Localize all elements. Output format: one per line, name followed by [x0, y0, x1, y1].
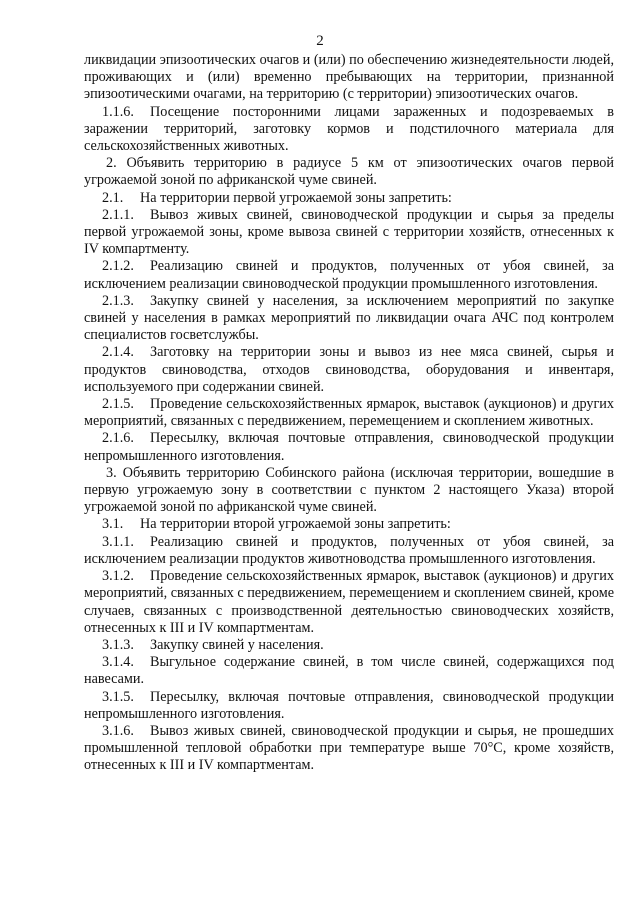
clause-text: Посещение посторонними лицами зараженных и подозреваемых в заражении территорий, заготовку кормов и подстилочного материала для сельскохозяйственных животных.: [84, 103, 614, 155]
clause-2-1-5: [84, 396, 614, 430]
clause-number: 2.1.1.: [102, 206, 134, 223]
clause-number: 3.1.4.: [102, 654, 134, 671]
clause-2-1-4: [84, 344, 614, 396]
clause-number: 2.1.6.: [102, 430, 134, 447]
clause-number: 3.1.6.: [102, 722, 134, 739]
clause-number: 2.1.3.: [102, 292, 134, 309]
clause-text: Реализацию свиней и продуктов, полученных от убоя свиней, за исключением реализации свиноводческой продукции промышленного изготовления.: [84, 258, 614, 292]
clause-text: Закупку свиней у населения.: [150, 636, 324, 653]
clause-number: 2.1.: [102, 189, 124, 206]
clause-3-1-3: [84, 637, 614, 654]
clause-text: Выгульное содержание свиней, в том числе свиней, содержащихся под навесами.: [84, 654, 614, 688]
clause-number: 2.1.4.: [102, 344, 134, 361]
clause-text: 3. Объявить территорию Собинского района (исключая территории, вошедшие в первую угрожаемую зону в соответствии с пунктом 2 настоящего Указа) второй угрожаемой зоной по африканской чуме свиней.: [84, 464, 614, 516]
clause-text: На территории второй угрожаемой зоны запретить:: [140, 516, 451, 533]
paragraph-continuation: [84, 52, 614, 104]
clause-number: 1.1.6.: [102, 103, 134, 120]
clause-number: 3.1.: [102, 516, 124, 533]
clause-2: [84, 155, 614, 189]
decree-body: [84, 52, 614, 775]
clause-1-1-6: [84, 104, 614, 156]
clause-number: 2.1.5.: [102, 396, 134, 413]
clause-3: [84, 465, 614, 517]
clause-text: Проведение сельскохозяйственных ярмарок, выставок (аукционов) и других мероприятий, связанных с передвижением, перемещением и скоплением животных.: [84, 396, 614, 430]
clause-text: Реализацию свиней и продуктов, полученных от убоя свиней, за исключением реализации продуктов животноводства промышленного изготовления.: [84, 533, 614, 567]
clause-text: На территории первой угрожаемой зоны запретить:: [140, 189, 452, 206]
clause-2-1-3: [84, 293, 614, 345]
clause-text: Вывоз живых свиней, свиноводческой продукции и сырья за пределы первой угрожаемой зоны, кроме вывоза свиней с территории хозяйств, отнесенных к IV компартменту.: [84, 206, 614, 258]
clause-3-1-4: [84, 654, 614, 688]
clause-2-1-2: [84, 258, 614, 292]
clause-number: 3.1.5.: [102, 688, 134, 705]
paragraph-text: ликвидации эпизоотических очагов и (или) по обеспечению жизнедеятельности людей, проживающих и (или) временно пребывающих на территории, признанной эпизоотическими очагами, на территорию (с территории) эпизоотических очагов.: [84, 52, 614, 103]
clause-text: 2. Объявить территорию в радиусе 5 км от эпизоотических очагов первой угрожаемой зоной по африканской чуме свиней.: [84, 155, 614, 189]
clause-3-1-2: [84, 568, 614, 637]
clause-number: 3.1.3.: [102, 636, 134, 653]
clause-3-1: [84, 516, 614, 533]
clause-2-1-1: [84, 207, 614, 259]
page-number: 2: [316, 33, 324, 49]
clause-3-1-5: [84, 689, 614, 723]
clause-number: 2.1.2.: [102, 258, 134, 275]
clause-text: Закупку свиней у населения, за исключением мероприятий по закупке свиней у населения в рамках мероприятий по ликвидации очага АЧС под контролем специалистов госветслужбы.: [84, 292, 614, 344]
clause-2-1-6: [84, 430, 614, 464]
clause-3-1-6: [84, 723, 614, 775]
clause-text: Пересылку, включая почтовые отправления, свиноводческой продукции непромышленного изготовления.: [84, 688, 614, 722]
clause-text: Вывоз живых свиней, свиноводческой продукции и сырья, не прошедших промышленной тепловой обработки при температуре выше 70°С, кроме хозяйств, отнесенных к III и IV компартментам.: [84, 722, 614, 774]
clause-3-1-1: [84, 534, 614, 568]
clause-text: Пересылку, включая почтовые отправления, свиноводческой продукции непромышленного изготовления.: [84, 430, 614, 464]
clause-text: Проведение сельскохозяйственных ярмарок, выставок (аукционов) и других мероприятий, связанных с передвижением, перемещением и скоплением свиней, кроме случаев, связанных с производственной деятельностью свиноводческих хозяйств, отнесенных к III и IV компартментам.: [84, 568, 614, 636]
clause-number: 3.1.2.: [102, 568, 134, 585]
clause-text: Заготовку на территории зоны и вывоз из нее мяса свиней, сырья и продуктов свиноводства, отходов свиноводства, оборудования и инвентаря, используемого при содержании свиней.: [84, 344, 614, 395]
clause-number: 3.1.1.: [102, 533, 134, 550]
clause-2-1: [84, 190, 614, 207]
